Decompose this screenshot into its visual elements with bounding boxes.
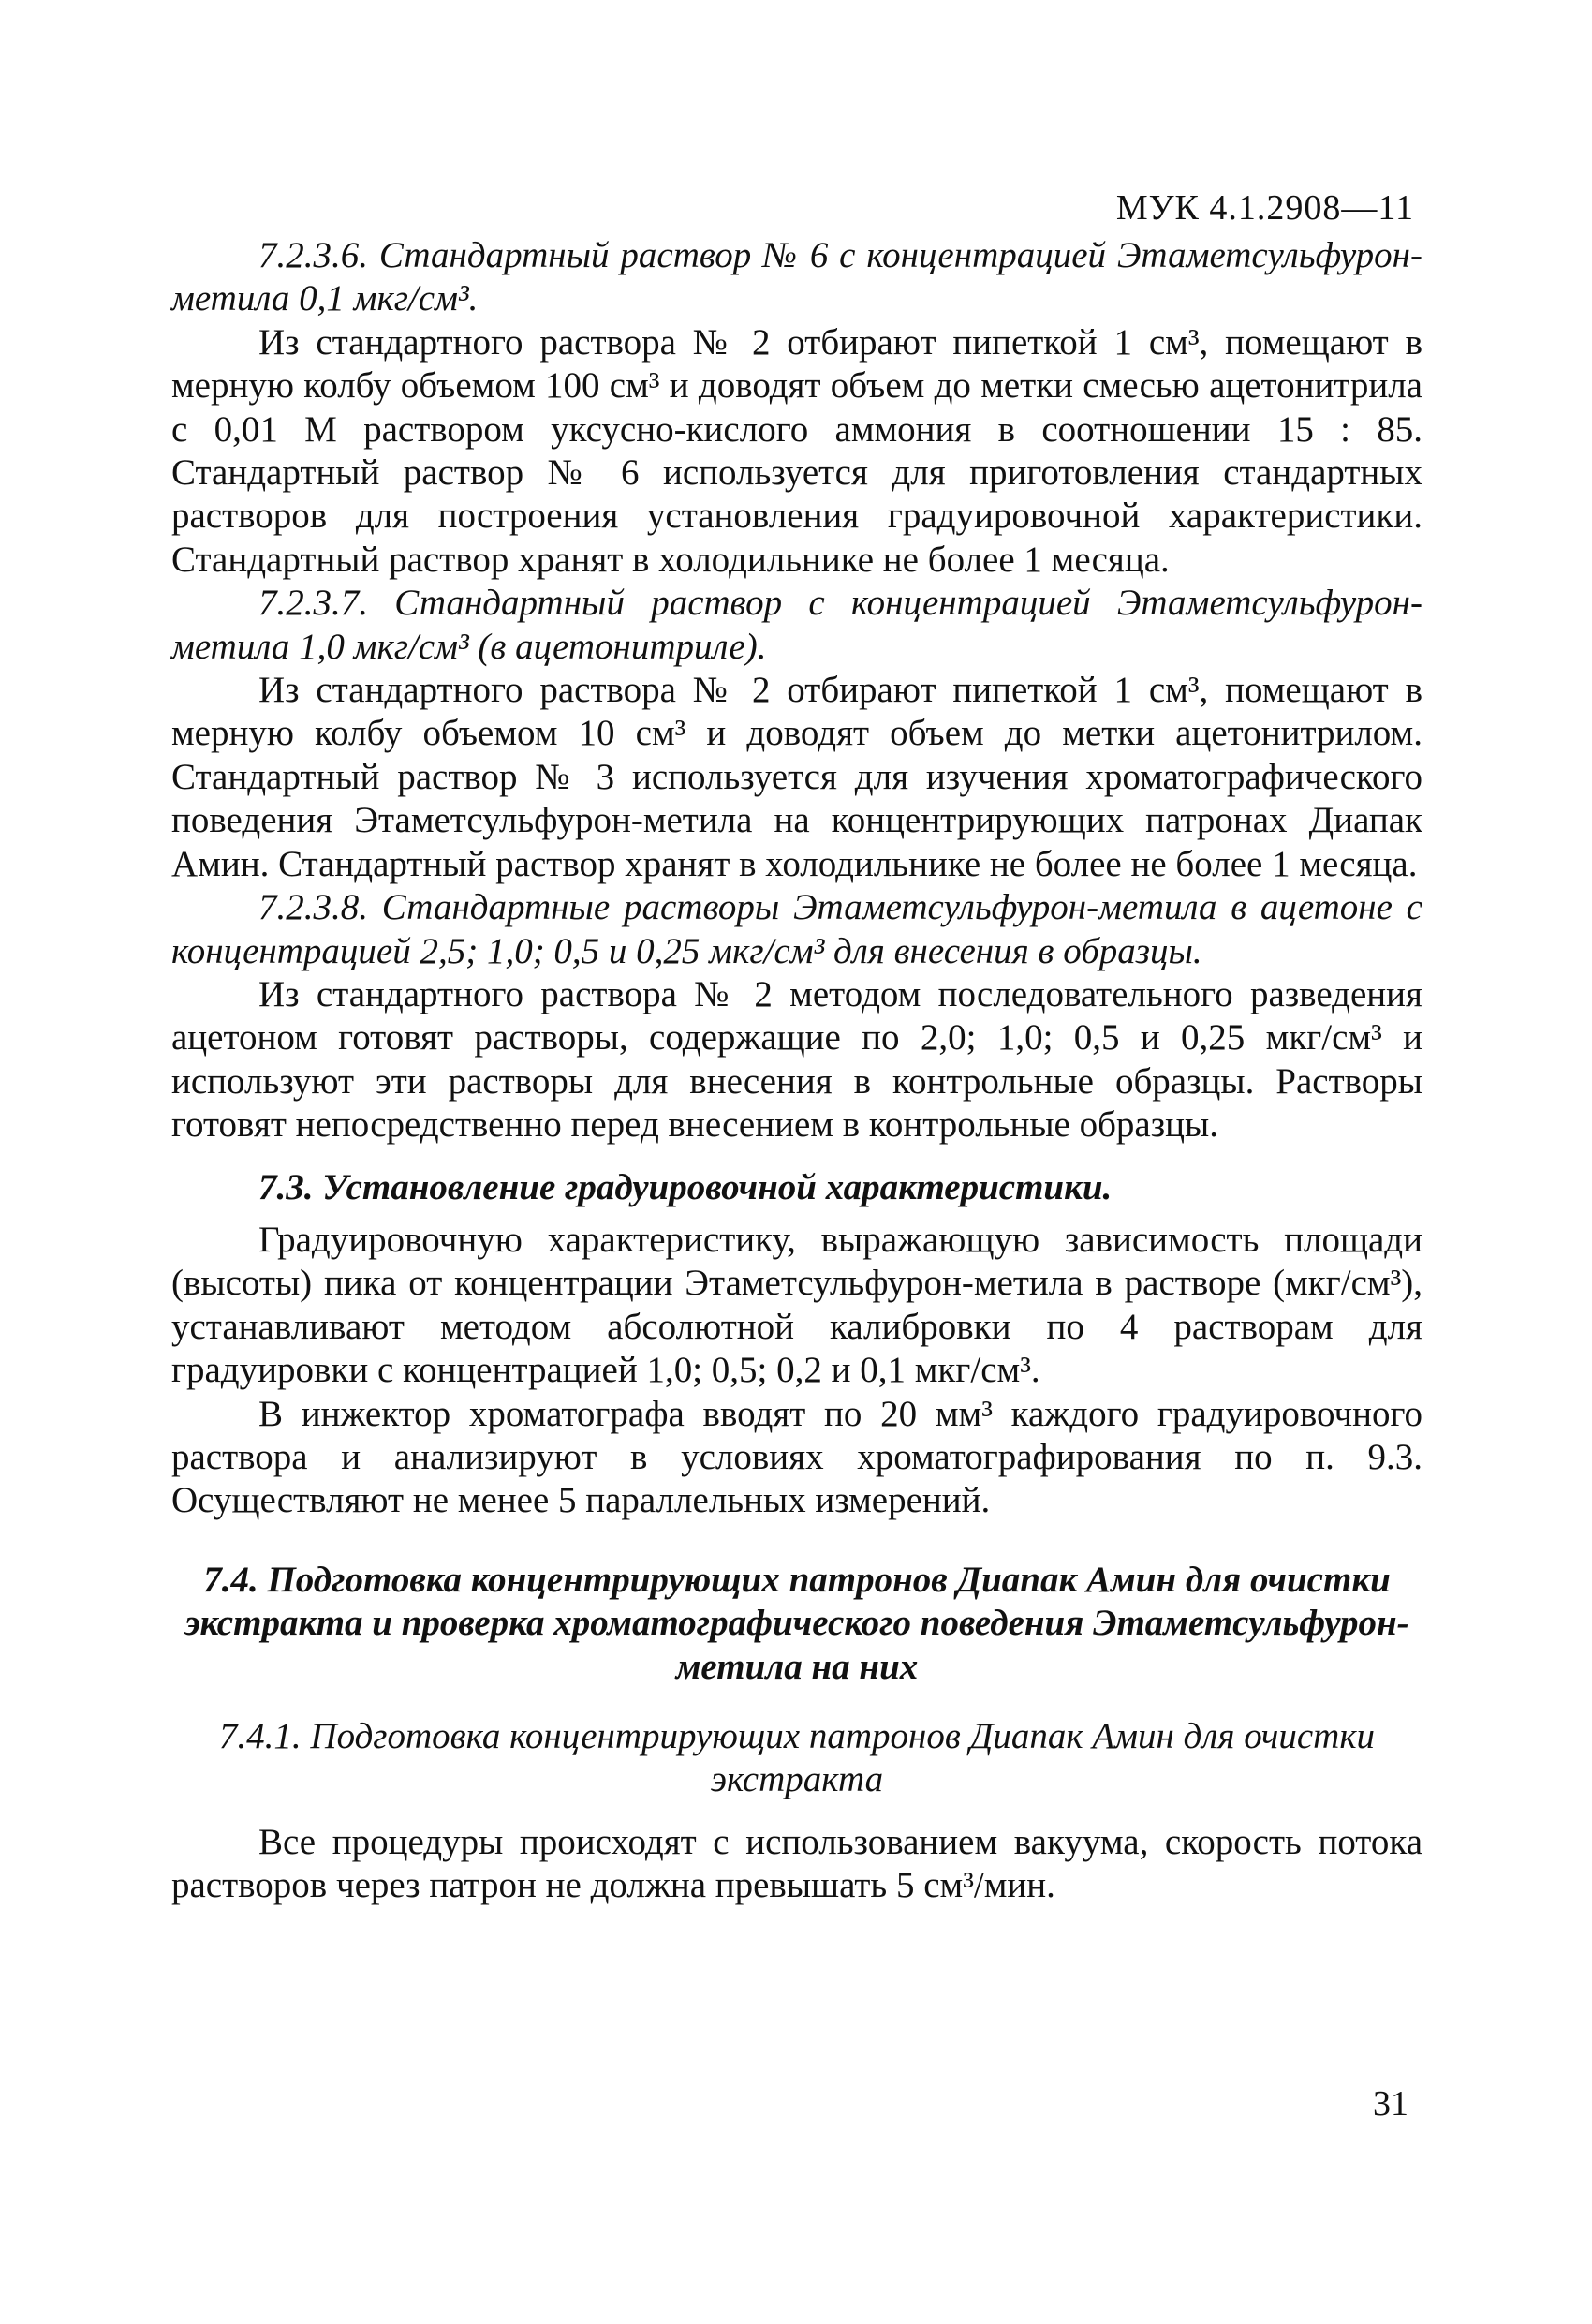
subsection-heading-7-2-3-7: 7.2.3.7. Стандартный раствор с концентрацией Этаметсульфурон-метила 1,0 мкг/см³ (в ацетонитриле). [171,583,1422,667]
paragraph-vacuum-procedures: Все процедуры происходят с использованием вакуума, скорость потока растворов через патрон не должна превышать 5 см³/мин. [171,1821,1422,1906]
subsection-heading-7-2-3-6: 7.2.3.6. Стандартный раствор № 6 с концентрацией Этаметсульфурон-метила 0,1 мкг/см³. [171,235,1422,319]
section-heading-7-3: 7.3. Установление градуировочной характеристики. [258,1166,1113,1207]
document-code: МУК 4.1.2908—11 [1115,188,1414,228]
section-heading-7-4: 7.4. Подготовка концентрирующих патронов Диапак Амин для очистки экстракта и проверка хроматографического поведения Этаметсульфурон-метила на них [184,1559,1409,1687]
page-number: 31 [1373,2084,1408,2124]
document-body [171,234,1422,1908]
paragraph-injector: В инжектор хроматографа вводят по 20 мм³ каждого градуировочного раствора и анализируют в условиях хроматографирования по п. 9.3. Осуществляют не менее 5 параллельных измерений. [171,1393,1422,1521]
paragraph-calibration: Градуировочную характеристику, выражающую зависимость площади (высоты) пика от концентрации Этаметсульфурон-метила в растворе (мкг/см³), устанавливают методом абсолютной калибровки по 4 растворам для градуировки с концентрацией 1,0; 0,5; 0,2 и 0,1 мкг/см³. [171,1219,1422,1391]
subsection-heading-7-2-3-8: 7.2.3.8. Стандартные растворы Этаметсульфурон-метила в ацетоне с концентрацией 2,5; 1,0; 0,5 и 0,25 мкг/см³ для внесения в образцы. [171,887,1422,971]
subsection-heading-7-4-1: 7.4.1. Подготовка концентрирующих патронов Диапак Амин для очистки экстракта [218,1716,1376,1800]
paragraph-acetone-solutions: Из стандартного раствора № 2 методом последовательного разведения ацетоном готовят растворы, содержащие по 2,0; 1,0; 0,5 и 0,25 мкг/см³ и используют эти растворы для внесения в контрольные образцы. Растворы готовят непосредственно перед внесением в контрольные образцы. [171,973,1422,1146]
paragraph-standard-solution-6: Из стандартного раствора № 2 отбирают пипеткой 1 см³, помещают в мерную колбу объемом 100 см³ и доводят объем до метки смесью ацетонитрила с 0,01 М раствором уксусно-кислого аммония в соотношении 15 : 85. Стандартный раствор № 6 используется для приготовления стандартных растворов для построения установления градуировочной характеристики. Стандартный раствор хранят в холодильнике не более 1 месяца. [171,321,1422,580]
paragraph-standard-solution-acetonitrile: Из стандартного раствора № 2 отбирают пипеткой 1 см³, помещают в мерную колбу объемом 10 см³ и доводят объем до метки ацетонитрилом. Стандартный раствор № 3 используется для изучения хроматографического поведения Этаметсульфурон-метила на концентрирующих патронах Диапак Амин. Стандартный раствор хранят в холодильнике не более не более 1 месяца. [171,670,1422,884]
